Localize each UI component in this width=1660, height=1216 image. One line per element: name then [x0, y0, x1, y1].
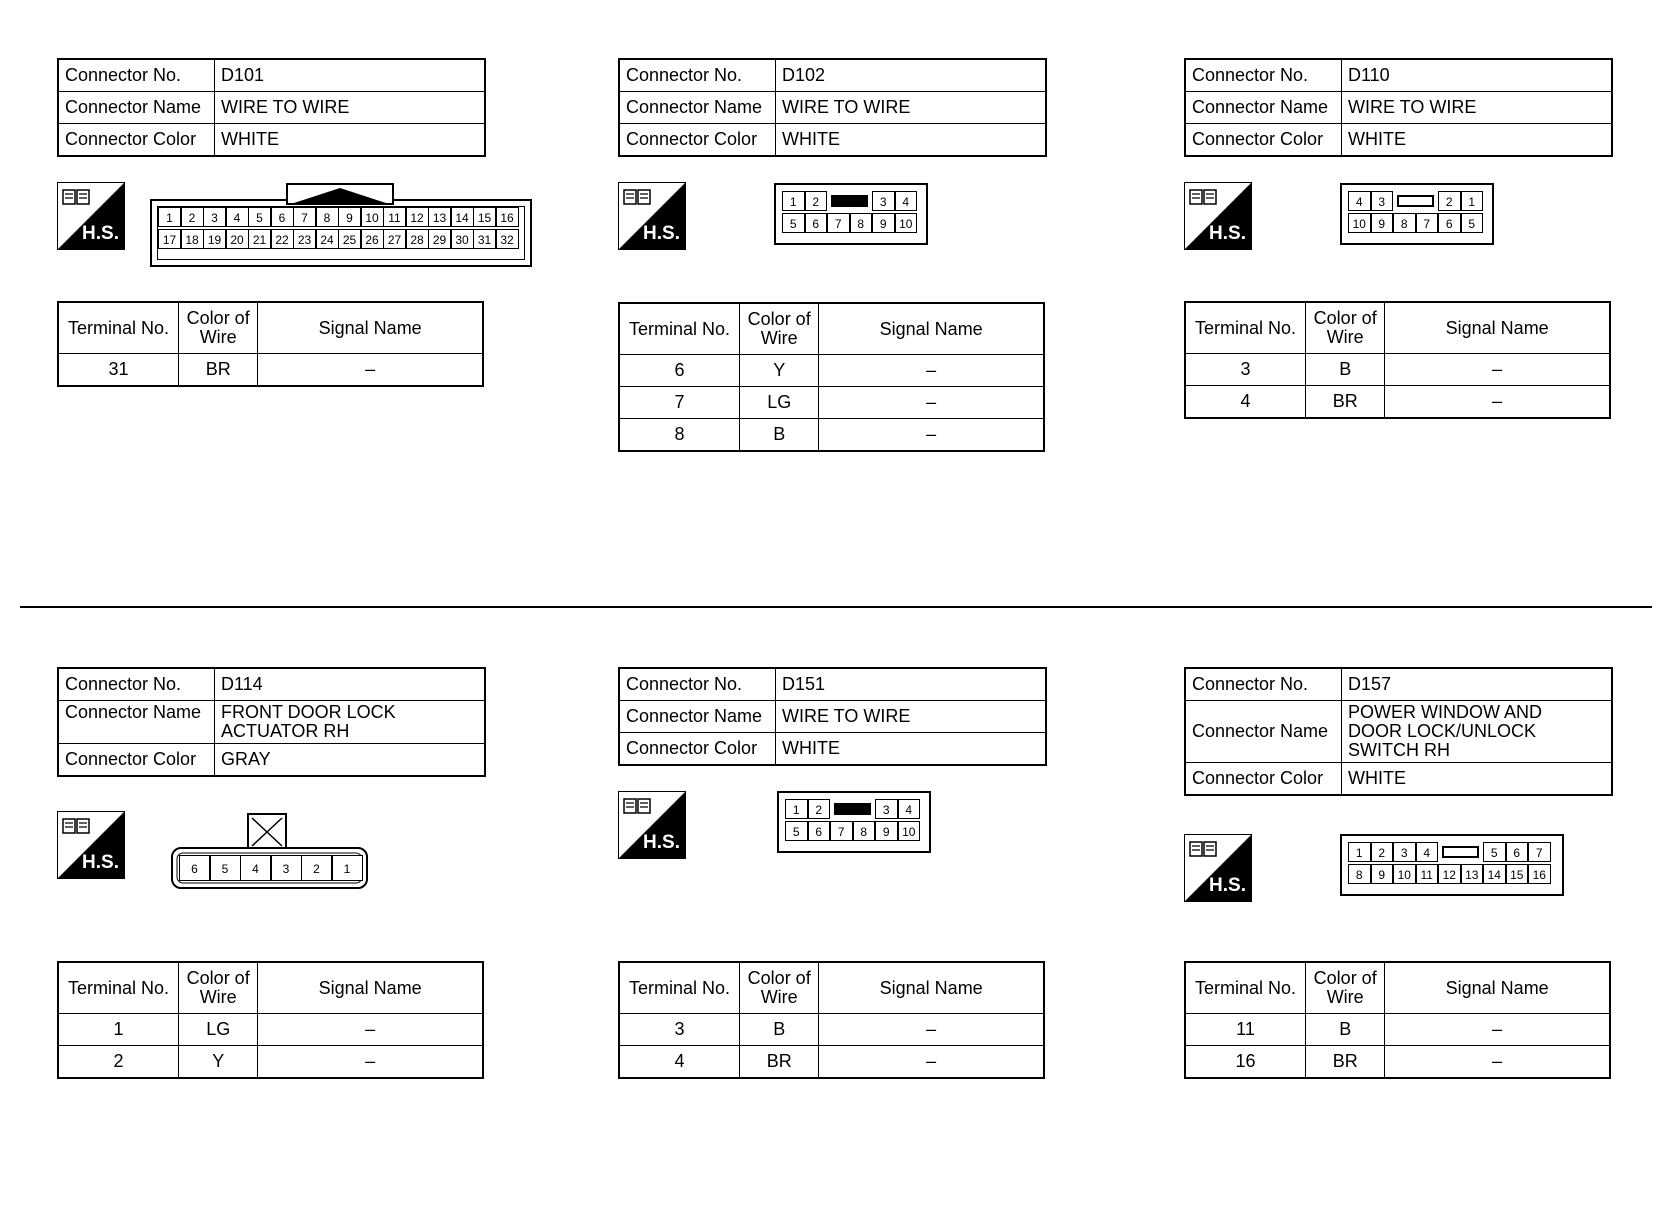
connector-name-value: POWER WINDOW AND DOOR LOCK/UNLOCK SWITCH RH — [1342, 701, 1613, 763]
wire-color-cell: LG — [740, 387, 819, 419]
pin-cell: 10 — [898, 821, 921, 841]
terminal-no-header: Terminal No. — [619, 962, 740, 1014]
pin-cell: 8 — [1348, 864, 1371, 884]
connector-face-d102 — [774, 183, 928, 245]
signal-name-cell: – — [1385, 354, 1610, 386]
table-row — [619, 387, 1044, 419]
connector-no-value: D110 — [1342, 59, 1613, 92]
wire-color-cell: Y — [740, 355, 819, 387]
terminal-no-header: Terminal No. — [58, 962, 179, 1014]
pin-cell: 12 — [1438, 864, 1461, 884]
terminal-no-cell: 1 — [58, 1014, 179, 1046]
signal-name-cell: – — [819, 387, 1044, 419]
connector-block-d157 — [1184, 667, 1613, 796]
table-row — [1185, 1046, 1610, 1079]
color-of-wire-header: Color of Wire — [1306, 962, 1385, 1014]
pin-cell: 28 — [406, 229, 429, 249]
pin-cell: 4 — [226, 207, 249, 227]
pin-cell: 7 — [1528, 842, 1551, 862]
connector-color-label: Connector Color — [58, 124, 215, 157]
hs-label: H.S. — [643, 223, 680, 244]
table-row — [1185, 354, 1610, 386]
connector-color-label: Connector Color — [58, 744, 215, 777]
wire-color-cell: B — [740, 1014, 819, 1046]
connector-color-value: WHITE — [1342, 763, 1613, 796]
pin-cell: 16 — [1528, 864, 1551, 884]
pin-cell: 30 — [451, 229, 474, 249]
pin-cell: 11 — [1416, 864, 1439, 884]
harness-side-icon — [1184, 182, 1252, 250]
connector-color-value: GRAY — [215, 744, 486, 777]
signal-name-cell: – — [1385, 1014, 1610, 1046]
signal-name-header: Signal Name — [1385, 302, 1610, 354]
connector-block-d110 — [1184, 58, 1613, 157]
terminal-no-cell: 4 — [619, 1046, 740, 1079]
pin-cell: 13 — [1461, 864, 1484, 884]
connector-name-value: WIRE TO WIRE — [776, 92, 1047, 124]
pin-cell: 15 — [473, 207, 496, 227]
terminal-table-d114 — [57, 961, 484, 1079]
color-of-wire-header: Color of Wire — [179, 302, 258, 354]
connector-color-label: Connector Color — [619, 124, 776, 157]
wire-color-cell: BR — [179, 354, 258, 387]
connector-name-label: Connector Name — [619, 92, 776, 124]
pin-cell: 16 — [496, 207, 519, 227]
terminal-no-header: Terminal No. — [619, 303, 740, 355]
connector-no-label: Connector No. — [619, 59, 776, 92]
table-row — [619, 355, 1044, 387]
signal-name-header: Signal Name — [819, 303, 1044, 355]
color-of-wire-header: Color of Wire — [740, 962, 819, 1014]
pin-cell: 8 — [316, 207, 339, 227]
locking-tab-icon — [286, 183, 394, 205]
keyway-icon — [831, 195, 868, 207]
terminal-no-cell: 7 — [619, 387, 740, 419]
terminal-no-cell: 31 — [58, 354, 179, 387]
keyway-icon — [1397, 195, 1434, 207]
connector-no-label: Connector No. — [1185, 59, 1342, 92]
signal-name-header: Signal Name — [1385, 962, 1610, 1014]
pin-cell: 13 — [428, 207, 451, 227]
terminal-no-cell: 11 — [1185, 1014, 1306, 1046]
table-row — [619, 1046, 1044, 1079]
pin-cell: 14 — [451, 207, 474, 227]
pin-cell: 1 — [785, 799, 808, 819]
terminal-no-cell: 16 — [1185, 1046, 1306, 1079]
signal-name-header: Signal Name — [819, 962, 1044, 1014]
pin-cell: 10 — [1348, 213, 1371, 233]
pin-cell: 17 — [158, 229, 181, 249]
pin-cell: 4 — [240, 855, 271, 881]
pin-cell: 2 — [301, 855, 332, 881]
connector-no-value: D114 — [215, 668, 486, 701]
connector-color-value: WHITE — [776, 733, 1047, 766]
connector-name-label: Connector Name — [1185, 92, 1342, 124]
terminal-no-header: Terminal No. — [58, 302, 179, 354]
connector-face-d157 — [1340, 834, 1564, 896]
connector-color-label: Connector Color — [619, 733, 776, 766]
connector-face-d151 — [777, 791, 931, 853]
pin-cell: 4 — [895, 191, 918, 211]
signal-name-cell: – — [819, 355, 1044, 387]
signal-name-cell: – — [258, 354, 483, 387]
connector-color-value: WHITE — [776, 124, 1047, 157]
terminal-no-cell: 4 — [1185, 386, 1306, 419]
connector-color-value: WHITE — [1342, 124, 1613, 157]
hs-label: H.S. — [82, 852, 119, 873]
pin-cell: 6 — [271, 207, 294, 227]
pin-cell: 6 — [808, 821, 831, 841]
pin-cell: 26 — [361, 229, 384, 249]
pin-cell: 7 — [827, 213, 850, 233]
table-row — [1185, 1014, 1610, 1046]
hs-label: H.S. — [1209, 223, 1246, 244]
connector-name-label: Connector Name — [58, 92, 215, 124]
terminal-no-cell: 6 — [619, 355, 740, 387]
connector-info-table — [618, 667, 1047, 766]
pin-cell: 11 — [383, 207, 406, 227]
wire-color-cell: BR — [1306, 386, 1385, 419]
pin-cell: 27 — [383, 229, 406, 249]
pin-cell: 32 — [496, 229, 519, 249]
pin-cell: 18 — [181, 229, 204, 249]
pin-cell: 23 — [293, 229, 316, 249]
harness-side-icon — [1184, 834, 1252, 902]
pin-cell: 5 — [210, 855, 241, 881]
pin-cell: 3 — [203, 207, 226, 227]
pin-cell: 22 — [271, 229, 294, 249]
signal-name-cell: – — [1385, 1046, 1610, 1079]
pin-cell: 6 — [1506, 842, 1529, 862]
connector-name-value: WIRE TO WIRE — [776, 701, 1047, 733]
pin-cell: 20 — [226, 229, 249, 249]
pin-cell: 5 — [1483, 842, 1506, 862]
connector-no-value: D157 — [1342, 668, 1613, 701]
pin-cell: 1 — [1461, 191, 1484, 211]
connector-info-table — [1184, 58, 1613, 157]
color-of-wire-header: Color of Wire — [740, 303, 819, 355]
pin-cell: 3 — [875, 799, 898, 819]
pin-cell: 9 — [1371, 213, 1394, 233]
signal-name-cell: – — [819, 1014, 1044, 1046]
pin-cell: 12 — [406, 207, 429, 227]
pin-cell: 10 — [1393, 864, 1416, 884]
terminal-no-cell: 8 — [619, 419, 740, 452]
pin-cell: 10 — [895, 213, 918, 233]
pin-cell: 1 — [1348, 842, 1371, 862]
pin-cell: 8 — [850, 213, 873, 233]
pin-cell: 5 — [248, 207, 271, 227]
hs-label: H.S. — [643, 832, 680, 853]
pin-cell: 2 — [805, 191, 828, 211]
pin-cell: 4 — [1416, 842, 1439, 862]
connector-glyph-icon — [623, 797, 651, 815]
wire-color-cell: B — [1306, 1014, 1385, 1046]
table-row — [619, 1014, 1044, 1046]
pin-cell: 3 — [872, 191, 895, 211]
connector-no-label: Connector No. — [619, 668, 776, 701]
terminal-no-header: Terminal No. — [1185, 962, 1306, 1014]
pin-cell: 9 — [872, 213, 895, 233]
connector-glyph-icon — [623, 188, 651, 206]
connector-info-table — [57, 667, 486, 777]
keyway-icon — [834, 803, 871, 815]
wire-color-cell: Y — [179, 1046, 258, 1079]
pin-cell: 3 — [271, 855, 302, 881]
hs-label: H.S. — [1209, 875, 1246, 896]
connector-info-table — [57, 58, 486, 157]
connector-name-value: FRONT DOOR LOCK ACTUATOR RH — [215, 701, 486, 744]
wire-color-cell: LG — [179, 1014, 258, 1046]
pin-cell: 4 — [1348, 191, 1371, 211]
pin-cell: 24 — [316, 229, 339, 249]
connector-no-label: Connector No. — [1185, 668, 1342, 701]
connector-info-table — [1184, 667, 1613, 796]
terminal-table-d102 — [618, 302, 1045, 452]
table-row — [1185, 386, 1610, 419]
connector-no-value: D101 — [215, 59, 486, 92]
connector-name-label: Connector Name — [619, 701, 776, 733]
pin-cell: 2 — [1371, 842, 1394, 862]
signal-name-header: Signal Name — [258, 302, 483, 354]
pin-cell: 6 — [179, 855, 210, 881]
color-of-wire-header: Color of Wire — [1306, 302, 1385, 354]
connector-block-d101 — [57, 58, 486, 157]
connector-name-value: WIRE TO WIRE — [1342, 92, 1613, 124]
pin-cell: 31 — [473, 229, 496, 249]
pin-cell: 7 — [1416, 213, 1439, 233]
pin-cell: 1 — [158, 207, 181, 227]
connector-glyph-icon — [62, 817, 90, 835]
pin-cell: 29 — [428, 229, 451, 249]
signal-name-cell: – — [819, 1046, 1044, 1079]
pin-cell: 10 — [361, 207, 384, 227]
section-divider — [20, 606, 1652, 608]
terminal-no-cell: 2 — [58, 1046, 179, 1079]
pin-cell: 5 — [782, 213, 805, 233]
pin-cell: 3 — [1393, 842, 1416, 862]
pin-cell: 9 — [338, 207, 361, 227]
connector-glyph-icon — [1189, 188, 1217, 206]
connector-no-label: Connector No. — [58, 59, 215, 92]
harness-side-icon — [57, 182, 125, 250]
pin-cell: 2 — [808, 799, 831, 819]
table-row — [58, 1014, 483, 1046]
pin-cell: 2 — [181, 207, 204, 227]
pin-cell: 5 — [785, 821, 808, 841]
connector-color-label: Connector Color — [1185, 124, 1342, 157]
terminal-table-d157 — [1184, 961, 1611, 1079]
connector-glyph-icon — [1189, 840, 1217, 858]
connector-face-d101 — [150, 199, 532, 267]
connector-info-table — [618, 58, 1047, 157]
terminal-no-header: Terminal No. — [1185, 302, 1306, 354]
pin-cell: 9 — [875, 821, 898, 841]
pin-cell: 6 — [805, 213, 828, 233]
pin-cell: 15 — [1506, 864, 1529, 884]
connector-no-value: D102 — [776, 59, 1047, 92]
color-of-wire-header: Color of Wire — [179, 962, 258, 1014]
pin-cell: 7 — [293, 207, 316, 227]
connector-block-d114 — [57, 667, 486, 777]
connector-color-value: WHITE — [215, 124, 486, 157]
pin-cell: 4 — [898, 799, 921, 819]
terminal-table-d110 — [1184, 301, 1611, 419]
pin-cell: 14 — [1483, 864, 1506, 884]
pin-cell: 7 — [830, 821, 853, 841]
connector-name-label: Connector Name — [1185, 701, 1342, 763]
signal-name-cell: – — [1385, 386, 1610, 419]
table-row — [58, 1046, 483, 1079]
keyway-icon — [1442, 846, 1479, 858]
signal-name-cell: – — [819, 419, 1044, 452]
table-row — [619, 419, 1044, 452]
pin-cell: 8 — [853, 821, 876, 841]
terminal-no-cell: 3 — [1185, 354, 1306, 386]
signal-name-cell: – — [258, 1046, 483, 1079]
wire-color-cell: BR — [1306, 1046, 1385, 1079]
pin-cell: 8 — [1393, 213, 1416, 233]
connector-block-d102 — [618, 58, 1047, 157]
connector-no-label: Connector No. — [58, 668, 215, 701]
connector-color-label: Connector Color — [1185, 763, 1342, 796]
harness-side-icon — [618, 182, 686, 250]
pin-cell: 3 — [1371, 191, 1394, 211]
pin-cell: 2 — [1438, 191, 1461, 211]
hs-label: H.S. — [82, 223, 119, 244]
pin-cell: 19 — [203, 229, 226, 249]
pin-cell: 5 — [1461, 213, 1484, 233]
pin-cell: 25 — [338, 229, 361, 249]
connector-no-value: D151 — [776, 668, 1047, 701]
connector-face-d110 — [1340, 183, 1494, 245]
pin-cell: 9 — [1371, 864, 1394, 884]
wire-color-cell: B — [1306, 354, 1385, 386]
harness-side-icon — [618, 791, 686, 859]
wire-color-cell: B — [740, 419, 819, 452]
connector-block-d151 — [618, 667, 1047, 766]
connector-name-label: Connector Name — [58, 701, 215, 744]
signal-name-header: Signal Name — [258, 962, 483, 1014]
connector-glyph-icon — [62, 188, 90, 206]
table-row — [58, 354, 483, 387]
wire-color-cell: BR — [740, 1046, 819, 1079]
terminal-table-d101 — [57, 301, 484, 387]
signal-name-cell: – — [258, 1014, 483, 1046]
pin-cell: 21 — [248, 229, 271, 249]
pin-cell: 6 — [1438, 213, 1461, 233]
terminal-no-cell: 3 — [619, 1014, 740, 1046]
pin-cell: 1 — [332, 855, 363, 881]
connector-name-value: WIRE TO WIRE — [215, 92, 486, 124]
harness-side-icon — [57, 811, 125, 879]
terminal-table-d151 — [618, 961, 1045, 1079]
pin-cell: 1 — [782, 191, 805, 211]
